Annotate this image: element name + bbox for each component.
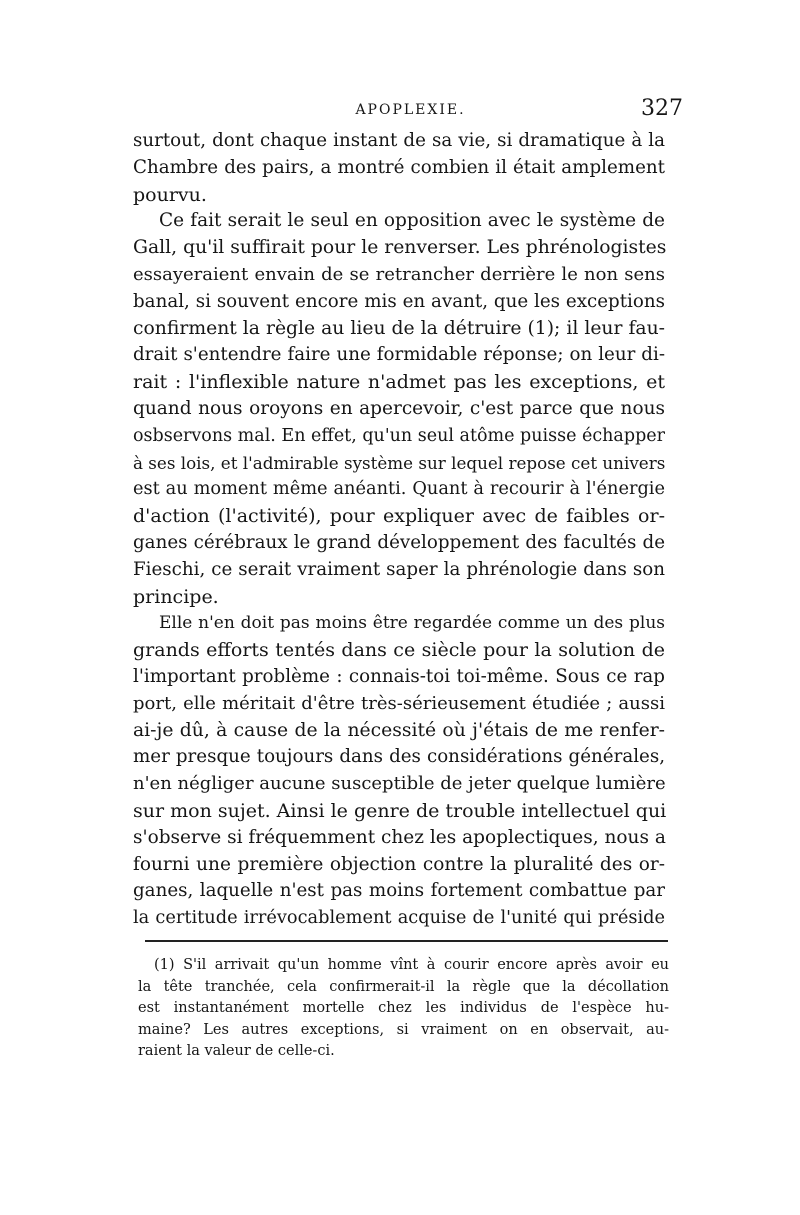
footnote: [138, 955, 669, 1063]
text-line: la certitude irrévocablement acquise de l'unité qui préside: [133, 908, 665, 929]
text-line: Chambre des pairs, a montré combien il était amplement: [133, 156, 665, 178]
text-line: ganes, laquelle n'est pas moins fortement combattue par: [133, 880, 665, 902]
text-line: à ses lois, et l'admirable système sur lequel repose cet univers: [133, 452, 666, 473]
text-line: pourvu.: [133, 183, 207, 206]
page-header: [138, 96, 683, 130]
text-line: grands efforts tentés dans ce siècle pour la solution de: [133, 639, 665, 662]
text-line: s'observe si fréquemment chez les apoplectiques, nous a: [133, 826, 666, 848]
footnote-line: la tête tranchée, cela confirmerait-il la règle que la décollation: [138, 978, 669, 995]
text-line: est au moment même anéanti. Quant à recourir à l'énergie: [133, 479, 665, 500]
text-line: principe.: [133, 585, 219, 608]
text-line: fourni une première objection contre la pluralité des or-: [133, 853, 665, 875]
text-line: Gall, qu'il suffirait pour le renverser. Les phrénologistes: [133, 237, 667, 259]
text-line: essayeraient envain de se retrancher derrière le non sens: [133, 263, 665, 285]
text-line: ai-je dû, à cause de la nécessité où j'étais de me renfer-: [133, 719, 665, 741]
text-line: n'en négliger aucune susceptible de jeter quelque lumière: [133, 773, 666, 795]
text-line: ganes cérébraux le grand développement des facultés de: [133, 531, 665, 553]
text-line: rait : l'inflexible nature n'admet pas les exceptions, et: [133, 371, 665, 394]
footnote-line: raient la valeur de celle-ci.: [138, 1043, 335, 1059]
footnote-divider: [145, 940, 668, 942]
text-line: sur mon sujet. Ainsi le genre de trouble intellectuel qui: [133, 799, 667, 822]
text-line: surtout, dont chaque instant de sa vie, si dramatique à la: [133, 130, 665, 151]
footnote-line: est instantanément mortelle chez les individus de l'espèce hu-: [138, 1000, 669, 1016]
text-line: drait s'entendre faire une formidable réponse; on leur di-: [133, 344, 665, 366]
text-line: Fieschi, ce serait vraiment saper la phrénologie dans son: [133, 558, 665, 580]
text-line: Ce fait serait le seul en opposition avec le système de: [159, 210, 665, 232]
text-line: osbservons mal. En effet, qu'un seul atôme puisse échapper: [133, 425, 665, 446]
text-line: l'important problème : connais-toi toi-même. Sous ce rap: [133, 665, 665, 687]
text-line: mer presque toujours dans des considérations générales,: [133, 746, 665, 768]
footnote-line: (1) S'il arrivait qu'un homme vînt à courir encore après avoir eu: [154, 957, 669, 973]
body-text: [133, 128, 665, 932]
running-head: APOPLEXIE.: [355, 102, 466, 118]
text-line: confirment la règle au lieu de la détruire (1); il leur fau-: [133, 317, 665, 339]
page-number: 327: [641, 96, 683, 121]
footnote-line: maine? Les autres exceptions, si vraiment on en observait, au-: [138, 1021, 669, 1038]
text-line: quand nous oroyons en apercevoir, c'est parce que nous: [133, 397, 665, 419]
text-line: banal, si souvent encore mis en avant, que les exceptions: [133, 290, 665, 312]
text-line: Elle n'en doit pas moins être regardée comme un des plus: [159, 613, 665, 634]
text-line: d'action (l'activité), pour expliquer avec de faibles or-: [133, 505, 665, 528]
text-line: port, elle méritait d'être très-sérieusement étudiée ; aussi: [133, 692, 665, 714]
